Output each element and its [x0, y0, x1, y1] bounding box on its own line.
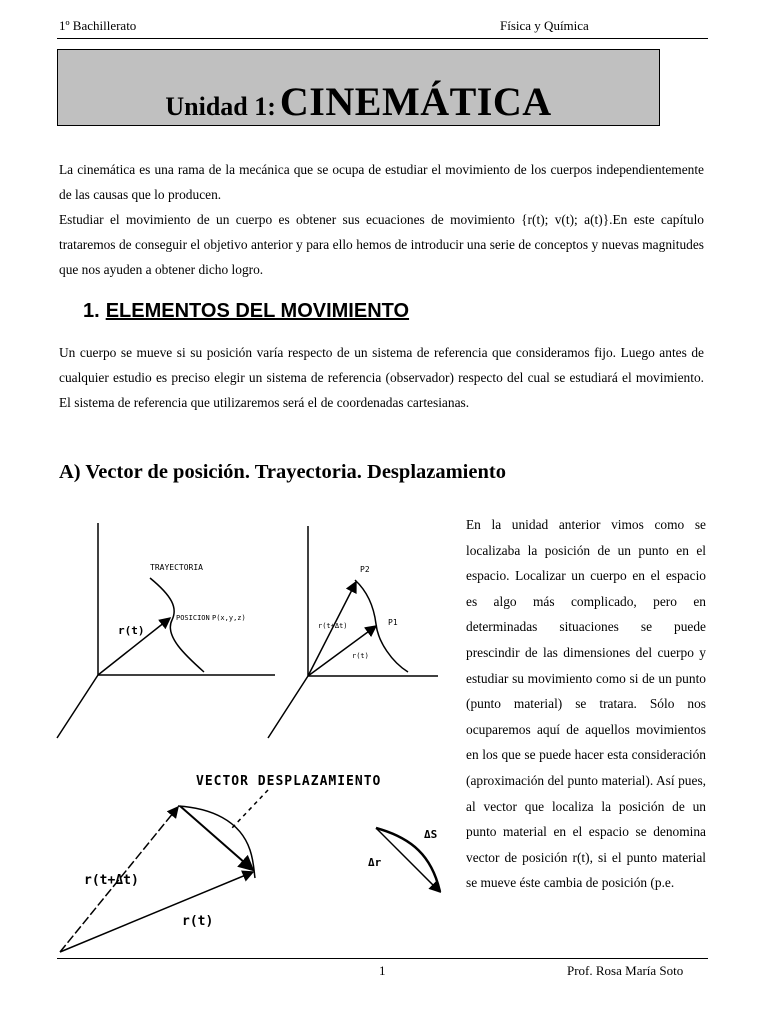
- fig3-rt-label: r(t): [182, 914, 214, 929]
- section-1-heading: [83, 300, 409, 323]
- header-course: 1º Bachillerato: [59, 18, 137, 33]
- fig1-point-label: P(x,y,z): [212, 614, 246, 622]
- section-a-heading: A) Vector de posición. Trayectoria. Desplazamiento: [59, 461, 506, 483]
- figure-displacement: [60, 774, 381, 952]
- fig3-pointer-line: [232, 790, 268, 828]
- fig2-axis-x: [268, 676, 308, 738]
- header-subject: Física y Química: [500, 18, 589, 33]
- fig3-title-label: VECTOR DESPLAZAMIENTO: [196, 774, 382, 789]
- fig2-p1-label: P1: [388, 618, 398, 627]
- figure-trajectory: [57, 523, 275, 738]
- fig3-displacement-vector: [180, 806, 253, 870]
- fig3-rtdt-label: r(t+Δt): [84, 873, 139, 888]
- footer-author: Prof. Rosa María Soto: [567, 963, 684, 978]
- section-1-number: 1.: [83, 300, 100, 322]
- fig2-p2-label: P2: [360, 565, 370, 574]
- title-topic: CINEMÁTICA: [279, 79, 552, 124]
- figure-arc-chord: [368, 828, 440, 892]
- fig1-axis-x: [57, 675, 98, 738]
- fig1-vector-label: r(t): [118, 624, 145, 637]
- fig4-ds-label: ΔS: [424, 828, 438, 841]
- title-unit: Unidad 1:: [165, 92, 276, 121]
- intro-paragraph-1: La cinemática es una rama de la mecánica que se ocupa de estudiar el movimiento de los cuerpos independientemente de las causas que lo producen.: [59, 162, 704, 202]
- section-a-text: En la unidad anterior vimos como se localizaba la posición de un punto en el espacio. Localizar un cuerpo en el espacio es algo más complicado, pero en determinadas situaciones se puede prescindir de las dimensiones del cuerpo y estudiar su movimiento como si de un punto (punto material) se tratara. Sólo nos ocuparemos aquí de aquellos movimientos en los que se puede hacer esta consideración (aproximación del punto material). Así pues, al vector que localiza la posición de un punto material en el espacio se denomina vector de posición r(t), si el punto material se mueve éste cambia de posición (p.e.: [466, 517, 706, 891]
- section-1-text: Un cuerpo se mueve si su posición varía respecto de un sistema de referencia que consideramos fijo. Luego antes de cualquier estudio es preciso elegir un sistema de referencia (observador) respecto del cual se estudiará el movimiento. El sistema de referencia que utilizaremos será el de coordenadas cartesianas.: [59, 345, 704, 410]
- intro-paragraph-2: Estudiar el movimiento de un cuerpo es obtener sus ecuaciones de movimiento {r(t); v(t); a(t)}.En este capítulo trataremos de conseguir el objetivo anterior y para ello hemos de introducir una serie de conceptos y nuevas magnitudes que nos ayuden a obtener dicho logro.: [59, 212, 704, 277]
- figure-two-positions: [268, 526, 438, 738]
- fig4-dr-label: Δr: [368, 856, 382, 869]
- fig1-position-label: POSICION: [176, 614, 210, 622]
- page-title: [57, 78, 660, 125]
- fig1-trajectory-curve: [150, 578, 204, 672]
- kinematics-figures: [0, 500, 460, 960]
- fig2-rtdt-label: r(t+Δt): [318, 622, 348, 630]
- footer-rule: [57, 958, 708, 959]
- fig1-trajectory-label: TRAYECTORIA: [150, 563, 203, 572]
- fig2-vector-p1: [308, 626, 376, 676]
- fig2-rt-label: r(t): [352, 652, 369, 660]
- footer-page-number: 1: [379, 963, 386, 978]
- section-1-title: ELEMENTOS DEL MOVIMIENTO: [105, 300, 410, 322]
- fig3-trajectory-curve: [178, 806, 255, 878]
- header-rule: [57, 38, 708, 39]
